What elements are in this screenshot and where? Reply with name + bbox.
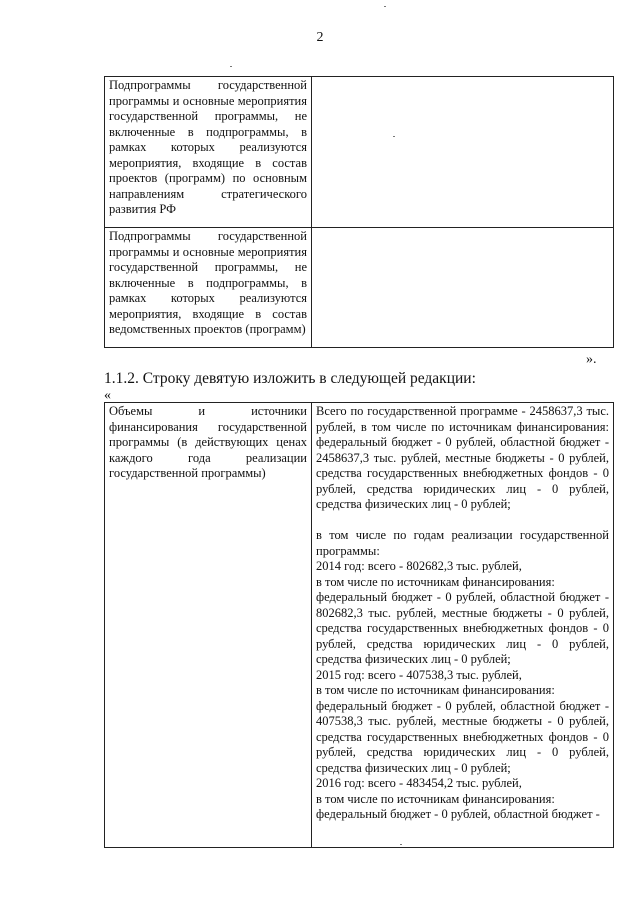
scan-speck: [400, 844, 402, 845]
table-row: [105, 403, 614, 848]
table-cell-value: [312, 228, 614, 348]
scan-speck: [384, 6, 386, 7]
table-row: [105, 228, 614, 348]
closing-quote: ».: [586, 352, 597, 367]
year-2015-sources: федеральный бюджет - 0 рублей, областной бюджет - 407538,3 тыс. рублей, местные бюджеты - 0 рублей, средства государственных внебюджетных фондов - 0 рублей, средства юридических лиц - 0 рублей, средства физических лиц - 0 рублей;: [316, 698, 609, 775]
table-row: [105, 77, 614, 228]
table-cell-label: Подпрограммы государственной программы и основные мероприятия государственной программы, не включенные в подпрограммы, в рамках которых реализуются мероприятия, входящие в состав проектов (программ) по основным направлениям стратегического развития РФ: [105, 77, 312, 228]
subprograms-table: [104, 76, 614, 348]
section-heading: 1.1.2. Строку девятую изложить в следующей редакции:: [104, 370, 476, 387]
table-cell-label: Подпрограммы государственной программы и основные мероприятия государственной программы, не включенные в подпрограммы, в рамках которых реализуются мероприятия, входящие в состав ведомственных проектов (программ): [105, 228, 312, 348]
scan-speck: [393, 136, 395, 137]
scan-speck: [230, 66, 232, 67]
financing-table: [104, 402, 614, 848]
year-2015-title: 2015 год: всего - 407538,3 тыс. рублей,: [316, 667, 522, 682]
financing-total: Всего по государственной программе - 2458637,3 тыс. рублей, в том числе по источникам финансирования: федеральный бюджет - 0 рублей, областной бюджет - 2458637,3 тыс. рублей, местные бюджеты - 0 рублей, средства государственных внебюджетных фондов - 0 рублей, средства юридических лиц - 0 рублей, средства физических лиц - 0 рублей;: [316, 404, 609, 511]
spacer-line: [316, 513, 609, 529]
opening-quote: «: [104, 388, 111, 403]
year-2016-sources: федеральный бюджет - 0 рублей, областной бюджет -: [316, 807, 600, 821]
by-years-intro: в том числе по годам реализации государственной программы:: [316, 528, 609, 558]
year-2014-sources-label: в том числе по источникам финансирования:: [316, 574, 555, 589]
financing-details-cell: [312, 403, 614, 848]
year-2015-sources-label: в том числе по источникам финансирования:: [316, 683, 555, 697]
year-2016-title: 2016 год: всего - 483454,2 тыс. рублей,: [316, 776, 522, 790]
year-2016-sources-label: в том числе по источникам финансирования:: [316, 791, 555, 806]
year-2014-sources: федеральный бюджет - 0 рублей, областной бюджет - 802682,3 тыс. рублей, местные бюджеты - 0 рублей, средства государственных внебюджетных фондов - 0 рублей, средства юридических лиц - 0 рублей, средства физических лиц - 0 рублей;: [316, 590, 609, 666]
financing-label-cell: Объемы и источники финансирования государственной программы (в действующих ценах каждого года реализации государственной программы): [105, 403, 312, 848]
table-cell-value: [312, 77, 614, 228]
page-number: 2: [316, 30, 324, 45]
year-2014-title: 2014 год: всего - 802682,3 тыс. рублей,: [316, 559, 522, 573]
